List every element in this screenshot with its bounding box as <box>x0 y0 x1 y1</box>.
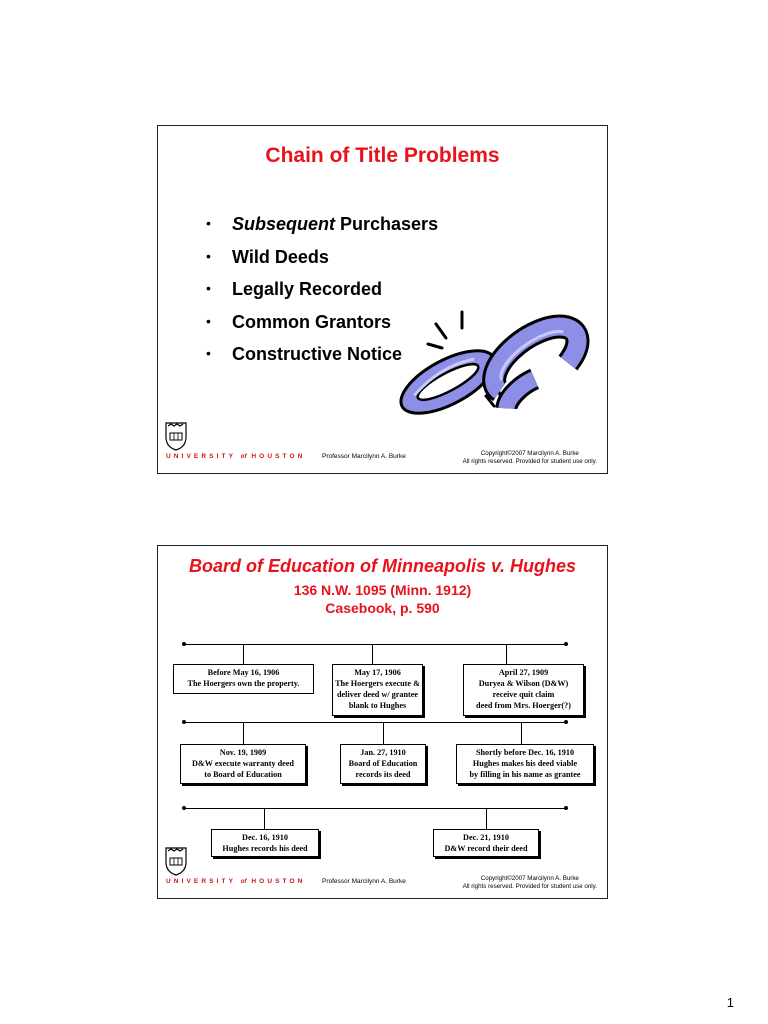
copyright-notice <box>463 450 597 466</box>
bullet-item: • Common Grantors <box>206 311 392 332</box>
timeline-tick <box>243 723 244 744</box>
event-text: by filling in his name as grantee <box>469 770 581 779</box>
event-text: to Board of Education <box>204 770 282 779</box>
event-text: Duryea & Wilson (D&W) <box>478 679 569 688</box>
bullet-text: Constructive Notice <box>232 344 403 364</box>
casebook-reference: Casebook, p. 590 <box>325 600 440 616</box>
case-citation: 136 N.W. 1095 (Minn. 1912) <box>293 582 472 598</box>
bullet-item: • Subsequent Purchasers <box>206 214 439 234</box>
wordmark-houston: HOUSTON <box>251 878 306 885</box>
bullet-item: • Constructive Notice <box>206 344 403 364</box>
university-wordmark <box>166 453 305 460</box>
wordmark-houston: HOUSTON <box>251 453 306 460</box>
event-text: deed from Mrs. Hoerger(?) <box>476 701 571 710</box>
timeline-endpoint <box>182 642 186 646</box>
event-date: Before May 16, 1906 <box>207 668 280 677</box>
copyright-line: Copyright©2007 Marcilynn A. Burke <box>480 450 579 457</box>
university-seal-icon <box>164 846 188 876</box>
event-text: records its deed <box>355 770 411 779</box>
timeline-tick <box>486 809 487 829</box>
event-text: D&W execute warranty deed <box>192 759 294 768</box>
timeline-endpoint <box>564 806 568 810</box>
timeline-tick <box>521 723 522 744</box>
event-date: Jan. 27, 1910 <box>360 748 406 757</box>
event-text: D&W record their deed <box>444 844 528 853</box>
timeline-line <box>184 808 566 809</box>
event-text: The Hoergers own the property. <box>187 679 300 688</box>
bullet-text: Legally Recorded <box>232 279 383 299</box>
page-number: 1 <box>726 995 734 1010</box>
wordmark-of: of <box>240 454 247 460</box>
broken-chain-icon <box>390 304 590 429</box>
slide-title: Chain of Title Problems <box>265 144 500 167</box>
event-date: Nov. 19, 1909 <box>219 748 267 757</box>
copyright-line: Copyright©2007 Marcilynn A. Burke <box>480 875 579 882</box>
timeline-event <box>463 664 584 716</box>
timeline-event <box>180 744 306 784</box>
event-text: Hughes records his deed <box>222 844 308 853</box>
bullet-item: • Wild Deeds <box>206 246 329 267</box>
timeline-endpoint <box>182 806 186 810</box>
slide-footer <box>158 838 607 898</box>
event-date: May 17, 1906 <box>354 668 401 677</box>
wordmark-of: of <box>240 879 247 885</box>
event-text: Hughes makes his deed viable <box>472 759 578 768</box>
rights-line: All rights reserved. Provided for student use only. <box>462 883 597 890</box>
bullet-text: Common Grantors <box>232 311 392 332</box>
event-text: receive quit claim <box>492 690 555 699</box>
slide-board-of-education <box>157 545 608 899</box>
timeline-event <box>173 664 314 694</box>
event-date: April 27, 1909 <box>498 668 549 677</box>
timeline-tick <box>506 645 507 664</box>
bullet-text: Wild Deeds <box>232 246 329 267</box>
bullet-emphasis: Subsequent <box>232 214 336 234</box>
timeline-line <box>184 644 566 645</box>
slide-chain-of-title <box>157 125 608 474</box>
event-date: Dec. 21, 1910 <box>463 833 509 842</box>
timeline-endpoint <box>564 642 568 646</box>
rights-line: All rights reserved. Provided for student use only. <box>462 458 597 465</box>
slide-footer <box>158 413 607 473</box>
wordmark-university: UNIVERSITY <box>166 453 236 460</box>
wordmark-university: UNIVERSITY <box>166 878 236 885</box>
event-date: Dec. 16, 1910 <box>242 833 288 842</box>
event-date: Shortly before Dec. 16, 1910 <box>475 748 575 757</box>
timeline-endpoint <box>564 720 568 724</box>
timeline-tick <box>243 645 244 664</box>
timeline-endpoint <box>182 720 186 724</box>
timeline-tick <box>372 645 373 664</box>
event-text: Board of Education <box>348 759 418 768</box>
event-text: deliver deed w/ grantee <box>336 690 419 699</box>
copyright-notice <box>463 875 597 891</box>
event-text: The Hoergers execute & <box>335 679 420 688</box>
event-text: blank to Hughes <box>348 701 407 710</box>
professor-credit: Professor Marcilynn A. Burke <box>322 878 406 885</box>
timeline-tick <box>383 723 384 744</box>
university-seal-icon <box>164 421 188 451</box>
bullet-text: Purchasers <box>335 214 439 234</box>
timeline-line <box>184 722 566 723</box>
slide-title: Board of Education of Minneapolis v. Hughes <box>188 556 577 576</box>
timeline-event <box>332 664 423 716</box>
timeline-event <box>340 744 426 784</box>
timeline-event <box>456 744 594 784</box>
bullet-item: • Legally Recorded <box>206 279 383 299</box>
university-wordmark <box>166 878 305 885</box>
professor-credit: Professor Marcilynn A. Burke <box>322 453 406 460</box>
timeline-tick <box>264 809 265 829</box>
